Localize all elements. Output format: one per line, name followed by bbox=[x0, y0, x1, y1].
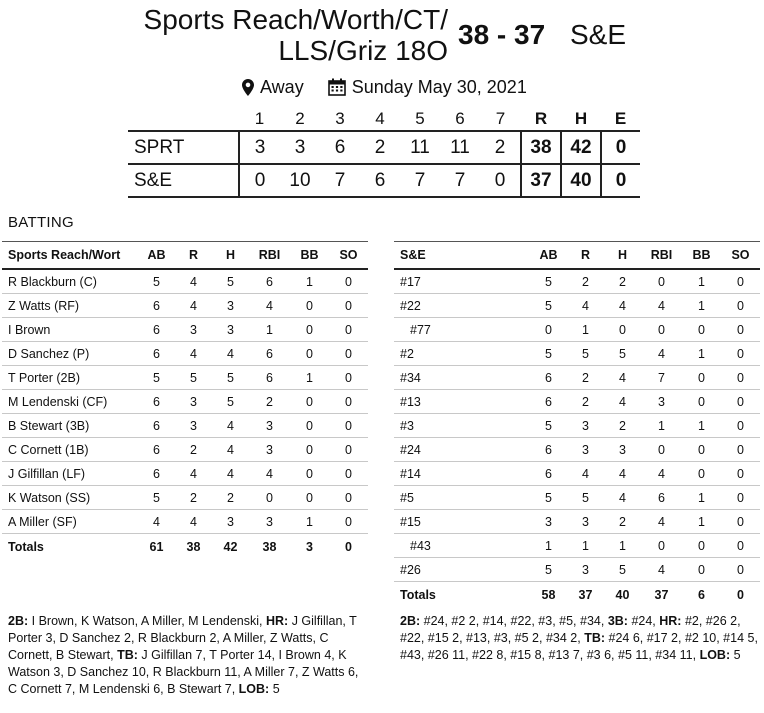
stat-rbi: 4 bbox=[641, 462, 682, 486]
linescore-team: S&E bbox=[134, 169, 173, 191]
player-name: T Porter (2B) bbox=[2, 366, 138, 390]
total-h: 40 bbox=[604, 582, 641, 609]
stat-ab: 5 bbox=[530, 342, 567, 366]
stat-r: 3 bbox=[175, 318, 212, 342]
stat-so: 0 bbox=[721, 486, 760, 510]
note-text: J Gilfillan, T Porter 3, D Sanchez 2, R Blackburn 2, A Miller, Z Watts, C Cornett, B Stewart, bbox=[8, 614, 357, 662]
note-text: #24, bbox=[627, 614, 660, 628]
total-rbi: 37 bbox=[641, 582, 682, 609]
stat-r: 4 bbox=[175, 269, 212, 294]
column-header-h: H bbox=[212, 242, 249, 270]
stat-so: 0 bbox=[329, 510, 368, 534]
stat-rbi: 3 bbox=[249, 414, 290, 438]
total-rbi: 38 bbox=[249, 534, 290, 561]
player-row bbox=[2, 438, 368, 462]
game-date: Sunday May 30, 2021 bbox=[351, 77, 527, 97]
batting-section-title: BATTING bbox=[8, 214, 74, 231]
inning-score: 0 bbox=[494, 169, 506, 191]
player-row bbox=[2, 318, 368, 342]
stat-ab: 5 bbox=[530, 558, 567, 582]
player-name: Z Watts (RF) bbox=[2, 294, 138, 318]
player-row bbox=[2, 486, 368, 510]
player-row bbox=[394, 462, 760, 486]
stat-ab: 6 bbox=[530, 366, 567, 390]
player-name: B Stewart (3B) bbox=[2, 414, 138, 438]
stat-bb: 1 bbox=[290, 269, 329, 294]
stat-bb: 0 bbox=[290, 438, 329, 462]
stat-ab: 5 bbox=[530, 269, 567, 294]
errors-header: E bbox=[614, 109, 627, 128]
note-label: HR: bbox=[659, 614, 682, 628]
hits-total: 42 bbox=[561, 131, 601, 164]
player-row bbox=[394, 342, 760, 366]
stat-so: 0 bbox=[721, 438, 760, 462]
player-name: #3 bbox=[394, 414, 530, 438]
stat-ab: 5 bbox=[530, 486, 567, 510]
batting-notes-home bbox=[8, 613, 360, 698]
team-column-header: Sports Reach/Wort bbox=[2, 242, 138, 270]
stat-ab: 6 bbox=[138, 294, 175, 318]
inning-header: 4 bbox=[375, 109, 385, 128]
player-row bbox=[394, 269, 760, 294]
note-text: #24 6, #17 2, #2 10, #14 5, #43, #26 11, #22 8, #15 8, #13 7, #3 6, #5 11, #34 11, bbox=[400, 631, 758, 662]
stat-h: 4 bbox=[604, 486, 641, 510]
stat-so: 0 bbox=[721, 269, 760, 294]
hits-header: H bbox=[574, 109, 588, 128]
stat-h: 2 bbox=[604, 510, 641, 534]
column-header-r: R bbox=[175, 242, 212, 270]
team-column-header: S&E bbox=[394, 242, 530, 270]
stat-h: 5 bbox=[212, 366, 249, 390]
inning-score: 3 bbox=[239, 131, 280, 164]
inning-score: 2 bbox=[494, 136, 506, 158]
inning-header: 6 bbox=[455, 109, 465, 128]
player-row bbox=[394, 510, 760, 534]
player-row bbox=[394, 486, 760, 510]
stat-rbi: 0 bbox=[641, 438, 682, 462]
calendar-icon bbox=[328, 78, 346, 96]
inning-header: 1 bbox=[254, 109, 265, 128]
inning-score: 6 bbox=[374, 169, 386, 191]
stat-bb: 1 bbox=[682, 486, 721, 510]
stat-bb: 1 bbox=[290, 510, 329, 534]
stat-h: 5 bbox=[212, 390, 249, 414]
inning-header: 5 bbox=[415, 109, 425, 128]
stat-bb: 0 bbox=[290, 318, 329, 342]
player-name: #17 bbox=[394, 269, 530, 294]
player-row bbox=[2, 269, 368, 294]
linescore-row-home bbox=[128, 131, 640, 164]
player-name: J Gilfillan (LF) bbox=[2, 462, 138, 486]
note-label: 3B: bbox=[607, 614, 628, 628]
stat-ab: 5 bbox=[138, 366, 175, 390]
stat-rbi: 4 bbox=[641, 294, 682, 318]
stat-rbi: 1 bbox=[641, 414, 682, 438]
stat-r: 1 bbox=[567, 534, 604, 558]
stat-h: 4 bbox=[212, 462, 249, 486]
column-header-so: SO bbox=[721, 242, 760, 270]
player-name: #22 bbox=[394, 294, 530, 318]
stat-bb: 1 bbox=[290, 366, 329, 390]
linescore-row-away bbox=[128, 164, 640, 197]
player-row bbox=[2, 294, 368, 318]
column-header-bb: BB bbox=[290, 242, 329, 270]
player-row bbox=[394, 558, 760, 582]
player-name: #43 bbox=[394, 534, 530, 558]
total-bb: 6 bbox=[682, 582, 721, 609]
stat-so: 0 bbox=[329, 390, 368, 414]
stat-bb: 1 bbox=[682, 269, 721, 294]
inning-score: 11 bbox=[410, 136, 430, 158]
player-name: A Miller (SF) bbox=[2, 510, 138, 534]
stat-bb: 0 bbox=[290, 342, 329, 366]
player-name: #26 bbox=[394, 558, 530, 582]
inning-score: 0 bbox=[239, 164, 280, 197]
player-name: #2 bbox=[394, 342, 530, 366]
stat-r: 5 bbox=[567, 486, 604, 510]
batting-notes-away bbox=[400, 613, 758, 664]
note-label: 2B: bbox=[400, 614, 421, 628]
note-text: #2, #26 2, #22, #15 2, #13, #3, #5 2, #34 2, bbox=[400, 614, 741, 645]
runs-total: 38 bbox=[521, 131, 561, 164]
game-header bbox=[0, 0, 764, 100]
stat-so: 0 bbox=[721, 390, 760, 414]
stat-r: 2 bbox=[175, 438, 212, 462]
player-name: #15 bbox=[394, 510, 530, 534]
player-name: #34 bbox=[394, 366, 530, 390]
stat-bb: 1 bbox=[682, 414, 721, 438]
player-row bbox=[394, 414, 760, 438]
total-r: 38 bbox=[175, 534, 212, 561]
inning-score: 10 bbox=[289, 169, 311, 191]
player-name: K Watson (SS) bbox=[2, 486, 138, 510]
stat-r: 3 bbox=[567, 558, 604, 582]
totals-label: Totals bbox=[2, 534, 138, 561]
total-bb: 3 bbox=[290, 534, 329, 561]
stat-so: 0 bbox=[721, 366, 760, 390]
stat-ab: 6 bbox=[530, 438, 567, 462]
stat-bb: 0 bbox=[682, 534, 721, 558]
total-r: 37 bbox=[567, 582, 604, 609]
player-name: #24 bbox=[394, 438, 530, 462]
player-name: #5 bbox=[394, 486, 530, 510]
stat-ab: 6 bbox=[138, 318, 175, 342]
column-header-rbi: RBI bbox=[249, 242, 290, 270]
total-ab: 58 bbox=[530, 582, 567, 609]
stat-rbi: 6 bbox=[249, 342, 290, 366]
player-row bbox=[394, 318, 760, 342]
stat-h: 4 bbox=[212, 342, 249, 366]
note-text: 5 bbox=[269, 682, 280, 696]
stat-rbi: 6 bbox=[641, 486, 682, 510]
stat-ab: 5 bbox=[530, 294, 567, 318]
column-header-so: SO bbox=[329, 242, 368, 270]
linescore-team: SPRT bbox=[134, 136, 185, 158]
player-row bbox=[2, 462, 368, 486]
note-label: TB: bbox=[117, 648, 138, 662]
column-header-r: R bbox=[567, 242, 604, 270]
stat-ab: 5 bbox=[138, 269, 175, 294]
stat-rbi: 0 bbox=[249, 486, 290, 510]
stat-h: 2 bbox=[212, 486, 249, 510]
column-header-bb: BB bbox=[682, 242, 721, 270]
column-header-rbi: RBI bbox=[641, 242, 682, 270]
stat-h: 4 bbox=[604, 366, 641, 390]
stat-so: 0 bbox=[329, 438, 368, 462]
stat-r: 4 bbox=[567, 462, 604, 486]
player-name: #14 bbox=[394, 462, 530, 486]
stat-r: 2 bbox=[567, 269, 604, 294]
note-label: 2B: bbox=[8, 614, 29, 628]
inning-header: 3 bbox=[335, 109, 345, 128]
stat-h: 4 bbox=[604, 390, 641, 414]
stat-bb: 0 bbox=[682, 438, 721, 462]
totals-row bbox=[394, 582, 760, 609]
note-label: HR: bbox=[266, 614, 289, 628]
stat-ab: 0 bbox=[530, 318, 567, 342]
column-header-ab: AB bbox=[530, 242, 567, 270]
player-row bbox=[394, 390, 760, 414]
note-text: J Gilfillan 7, T Porter 14, I Brown 4, K Watson 3, D Sanchez 10, R Blackburn 11, A Miller 7, Z Watts 6, C Cornett 7, M Lendenski 6, B Stewart 7, bbox=[8, 648, 359, 696]
stat-so: 0 bbox=[329, 318, 368, 342]
stat-h: 2 bbox=[604, 269, 641, 294]
stat-rbi: 3 bbox=[249, 510, 290, 534]
stat-bb: 0 bbox=[290, 294, 329, 318]
stat-so: 0 bbox=[329, 462, 368, 486]
stat-r: 4 bbox=[175, 462, 212, 486]
stat-h: 2 bbox=[604, 414, 641, 438]
stat-r: 5 bbox=[175, 366, 212, 390]
stat-ab: 5 bbox=[138, 486, 175, 510]
player-row bbox=[394, 366, 760, 390]
stat-so: 0 bbox=[329, 414, 368, 438]
stat-so: 0 bbox=[329, 486, 368, 510]
inning-score: 6 bbox=[334, 136, 346, 158]
stat-bb: 1 bbox=[682, 342, 721, 366]
stat-r: 4 bbox=[567, 294, 604, 318]
stat-ab: 6 bbox=[138, 462, 175, 486]
stat-rbi: 0 bbox=[641, 318, 682, 342]
stat-rbi: 2 bbox=[249, 390, 290, 414]
note-label: TB: bbox=[584, 631, 606, 645]
player-row bbox=[2, 390, 368, 414]
home-team-name bbox=[144, 4, 448, 66]
stat-h: 3 bbox=[212, 318, 249, 342]
stat-bb: 1 bbox=[682, 294, 721, 318]
stat-so: 0 bbox=[721, 462, 760, 486]
stat-ab: 6 bbox=[138, 390, 175, 414]
stat-h: 1 bbox=[604, 534, 641, 558]
home-team-name-line2: LLS/Griz 18O bbox=[278, 35, 448, 66]
linescore-header-row bbox=[128, 108, 640, 131]
player-row bbox=[2, 342, 368, 366]
inning-score: 2 bbox=[374, 136, 386, 158]
stat-ab: 3 bbox=[530, 510, 567, 534]
stat-h: 3 bbox=[604, 438, 641, 462]
player-name: R Blackburn (C) bbox=[2, 269, 138, 294]
player-name: #13 bbox=[394, 390, 530, 414]
stat-rbi: 0 bbox=[641, 269, 682, 294]
stat-h: 4 bbox=[604, 294, 641, 318]
note-text: #24, #2 2, #14, #22, #3, #5, #34, bbox=[420, 614, 608, 628]
opponent-team-name: S&E bbox=[570, 19, 627, 50]
runs-header: R bbox=[534, 109, 548, 128]
stat-h: 5 bbox=[604, 558, 641, 582]
player-row bbox=[394, 294, 760, 318]
stat-so: 0 bbox=[721, 510, 760, 534]
stat-r: 2 bbox=[175, 486, 212, 510]
stat-rbi: 1 bbox=[249, 318, 290, 342]
stat-r: 1 bbox=[567, 318, 604, 342]
runs-total: 37 bbox=[521, 164, 561, 197]
linescore-table bbox=[128, 108, 640, 198]
stat-r: 3 bbox=[175, 414, 212, 438]
stat-rbi: 6 bbox=[249, 269, 290, 294]
stat-rbi: 4 bbox=[641, 510, 682, 534]
stat-rbi: 0 bbox=[641, 534, 682, 558]
stat-bb: 0 bbox=[682, 390, 721, 414]
game-meta bbox=[242, 76, 527, 98]
stat-so: 0 bbox=[721, 558, 760, 582]
totals-row bbox=[2, 534, 368, 561]
stat-rbi: 6 bbox=[249, 366, 290, 390]
stat-rbi: 3 bbox=[641, 390, 682, 414]
stat-so: 0 bbox=[329, 366, 368, 390]
player-name: D Sanchez (P) bbox=[2, 342, 138, 366]
stat-r: 2 bbox=[567, 390, 604, 414]
note-label: LOB: bbox=[238, 682, 270, 696]
stat-so: 0 bbox=[329, 294, 368, 318]
stat-ab: 6 bbox=[138, 438, 175, 462]
stat-ab: 6 bbox=[530, 390, 567, 414]
batting-table-away bbox=[394, 241, 760, 608]
stat-ab: 4 bbox=[138, 510, 175, 534]
stat-so: 0 bbox=[721, 414, 760, 438]
player-row bbox=[394, 534, 760, 558]
stat-h: 4 bbox=[604, 462, 641, 486]
column-header-h: H bbox=[604, 242, 641, 270]
stat-ab: 6 bbox=[138, 342, 175, 366]
stat-r: 4 bbox=[175, 294, 212, 318]
stat-r: 3 bbox=[567, 438, 604, 462]
stat-bb: 0 bbox=[290, 390, 329, 414]
hits-total: 40 bbox=[561, 164, 601, 197]
total-h: 42 bbox=[212, 534, 249, 561]
stat-ab: 1 bbox=[530, 534, 567, 558]
final-score: 38 - 37 bbox=[458, 19, 546, 50]
stat-ab: 6 bbox=[530, 462, 567, 486]
stat-r: 4 bbox=[175, 342, 212, 366]
stat-rbi: 7 bbox=[641, 366, 682, 390]
stat-so: 0 bbox=[329, 269, 368, 294]
player-row bbox=[2, 366, 368, 390]
column-header-ab: AB bbox=[138, 242, 175, 270]
note-text: 5 bbox=[730, 648, 741, 662]
stat-rbi: 3 bbox=[249, 438, 290, 462]
batting-table-home bbox=[2, 241, 368, 560]
stat-h: 0 bbox=[604, 318, 641, 342]
stat-so: 0 bbox=[329, 342, 368, 366]
stat-h: 5 bbox=[604, 342, 641, 366]
player-name: #77 bbox=[394, 318, 530, 342]
inning-score: 7 bbox=[334, 169, 346, 191]
stat-r: 5 bbox=[567, 342, 604, 366]
stat-r: 3 bbox=[175, 390, 212, 414]
total-ab: 61 bbox=[138, 534, 175, 561]
total-so: 0 bbox=[329, 534, 368, 561]
stat-so: 0 bbox=[721, 534, 760, 558]
player-row bbox=[2, 414, 368, 438]
stat-r: 2 bbox=[567, 366, 604, 390]
stat-so: 0 bbox=[721, 342, 760, 366]
inning-score: 7 bbox=[454, 169, 466, 191]
player-name: M Lendenski (CF) bbox=[2, 390, 138, 414]
inning-header: 7 bbox=[495, 109, 506, 128]
stat-rbi: 4 bbox=[249, 462, 290, 486]
stat-bb: 0 bbox=[290, 462, 329, 486]
stat-bb: 1 bbox=[682, 510, 721, 534]
totals-label: Totals bbox=[394, 582, 530, 609]
inning-score: 7 bbox=[414, 169, 426, 191]
inning-score: 11 bbox=[450, 136, 470, 158]
home-team-name-line1: Sports Reach/Worth/CT/ bbox=[143, 4, 448, 35]
stat-r: 3 bbox=[567, 510, 604, 534]
stat-rbi: 4 bbox=[641, 342, 682, 366]
stat-r: 3 bbox=[567, 414, 604, 438]
stat-bb: 0 bbox=[682, 366, 721, 390]
player-row bbox=[394, 438, 760, 462]
stat-bb: 0 bbox=[290, 486, 329, 510]
total-so: 0 bbox=[721, 582, 760, 609]
stat-rbi: 4 bbox=[249, 294, 290, 318]
map-pin-icon bbox=[242, 79, 254, 96]
stat-so: 0 bbox=[721, 294, 760, 318]
note-label: LOB: bbox=[699, 648, 731, 662]
batting-header-row bbox=[394, 242, 760, 270]
player-row bbox=[2, 510, 368, 534]
stat-rbi: 4 bbox=[641, 558, 682, 582]
stat-r: 4 bbox=[175, 510, 212, 534]
stat-so: 0 bbox=[721, 318, 760, 342]
note-text: I Brown, K Watson, A Miller, M Lendenski, bbox=[28, 614, 266, 628]
stat-h: 3 bbox=[212, 510, 249, 534]
stat-h: 3 bbox=[212, 294, 249, 318]
inning-header: 2 bbox=[295, 109, 305, 128]
stat-bb: 0 bbox=[290, 414, 329, 438]
player-name: I Brown bbox=[2, 318, 138, 342]
errors-total: 0 bbox=[601, 131, 640, 164]
batting-header-row bbox=[2, 242, 368, 270]
stat-h: 5 bbox=[212, 269, 249, 294]
stat-ab: 6 bbox=[138, 414, 175, 438]
stat-bb: 0 bbox=[682, 558, 721, 582]
stat-ab: 5 bbox=[530, 414, 567, 438]
stat-h: 4 bbox=[212, 438, 249, 462]
inning-score: 3 bbox=[294, 136, 306, 158]
player-name: C Cornett (1B) bbox=[2, 438, 138, 462]
stat-bb: 0 bbox=[682, 318, 721, 342]
stat-h: 4 bbox=[212, 414, 249, 438]
location-text: Away bbox=[260, 77, 304, 97]
stat-bb: 0 bbox=[682, 462, 721, 486]
errors-total: 0 bbox=[601, 164, 640, 197]
